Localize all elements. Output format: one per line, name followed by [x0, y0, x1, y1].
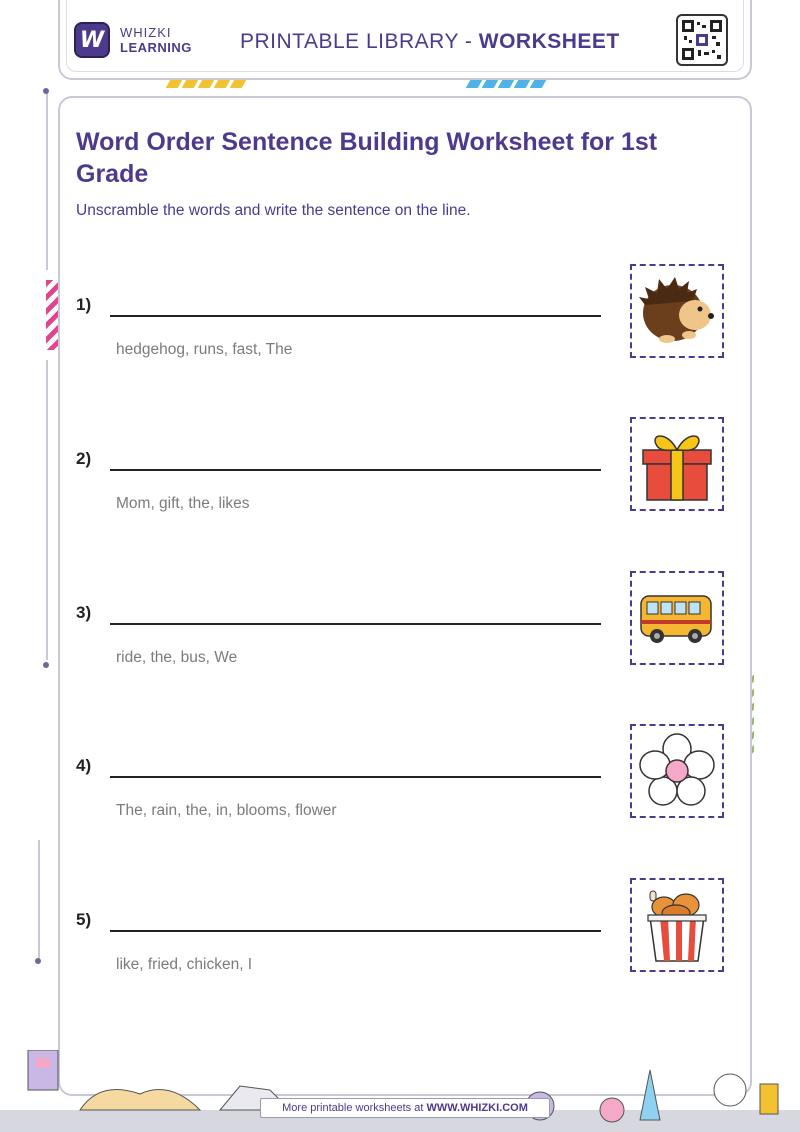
picture-box	[630, 264, 724, 358]
picture-box	[630, 571, 724, 665]
header-title	[240, 30, 620, 54]
question-number: 1)	[76, 295, 92, 314]
header-title-prefix: PRINTABLE LIBRARY -	[240, 30, 479, 53]
hedgehog-icon	[637, 275, 717, 347]
answer-line[interactable]	[110, 315, 601, 317]
left-border-dot	[43, 88, 49, 94]
flower-icon	[637, 731, 717, 811]
left-border-line	[46, 90, 48, 270]
question-number: 3)	[76, 603, 92, 622]
fried-chicken-icon	[642, 885, 712, 965]
picture-box	[630, 417, 724, 511]
footer-prefix: More printable worksheets at	[282, 1102, 427, 1114]
worksheet-instructions: Unscramble the words and write the sentence on the line.	[76, 202, 471, 219]
picture-box	[630, 724, 724, 818]
scrambled-words: hedgehog, runs, fast, The	[116, 341, 293, 358]
blue-stripes	[468, 80, 544, 90]
footer-illustration	[0, 1050, 800, 1132]
picture-box	[630, 878, 724, 972]
bus-icon	[637, 588, 717, 648]
logo-text	[120, 25, 192, 55]
footer-site-link[interactable]: WWW.WHIZKI.COM	[426, 1102, 528, 1114]
answer-line[interactable]	[110, 930, 601, 932]
answer-line[interactable]	[110, 776, 601, 778]
logo-line-1: WHIZKI	[120, 25, 172, 40]
question-number: 5)	[76, 910, 92, 929]
scrambled-words: Mom, gift, the, likes	[116, 495, 250, 512]
yellow-stripes	[168, 80, 244, 90]
qr-code-icon[interactable]	[676, 14, 728, 66]
logo-line-2: LEARNING	[120, 40, 192, 55]
header-title-bold: WORKSHEET	[478, 30, 620, 53]
gift-box-icon	[637, 424, 717, 504]
scrambled-words: ride, the, bus, We	[116, 649, 238, 666]
worksheet-title: Word Order Sentence Building Worksheet for 1st Grade	[76, 128, 658, 188]
whizki-logo[interactable]	[74, 22, 192, 58]
logo-badge: W	[74, 22, 110, 58]
answer-line[interactable]	[110, 623, 601, 625]
scrambled-words: like, fried, chicken, I	[116, 956, 253, 973]
footer-link-bar[interactable]	[260, 1098, 550, 1118]
answer-line[interactable]	[110, 469, 601, 471]
question-number: 4)	[76, 756, 92, 775]
question-number: 2)	[76, 449, 92, 468]
scrambled-words: The, rain, the, in, blooms, flower	[116, 802, 337, 819]
